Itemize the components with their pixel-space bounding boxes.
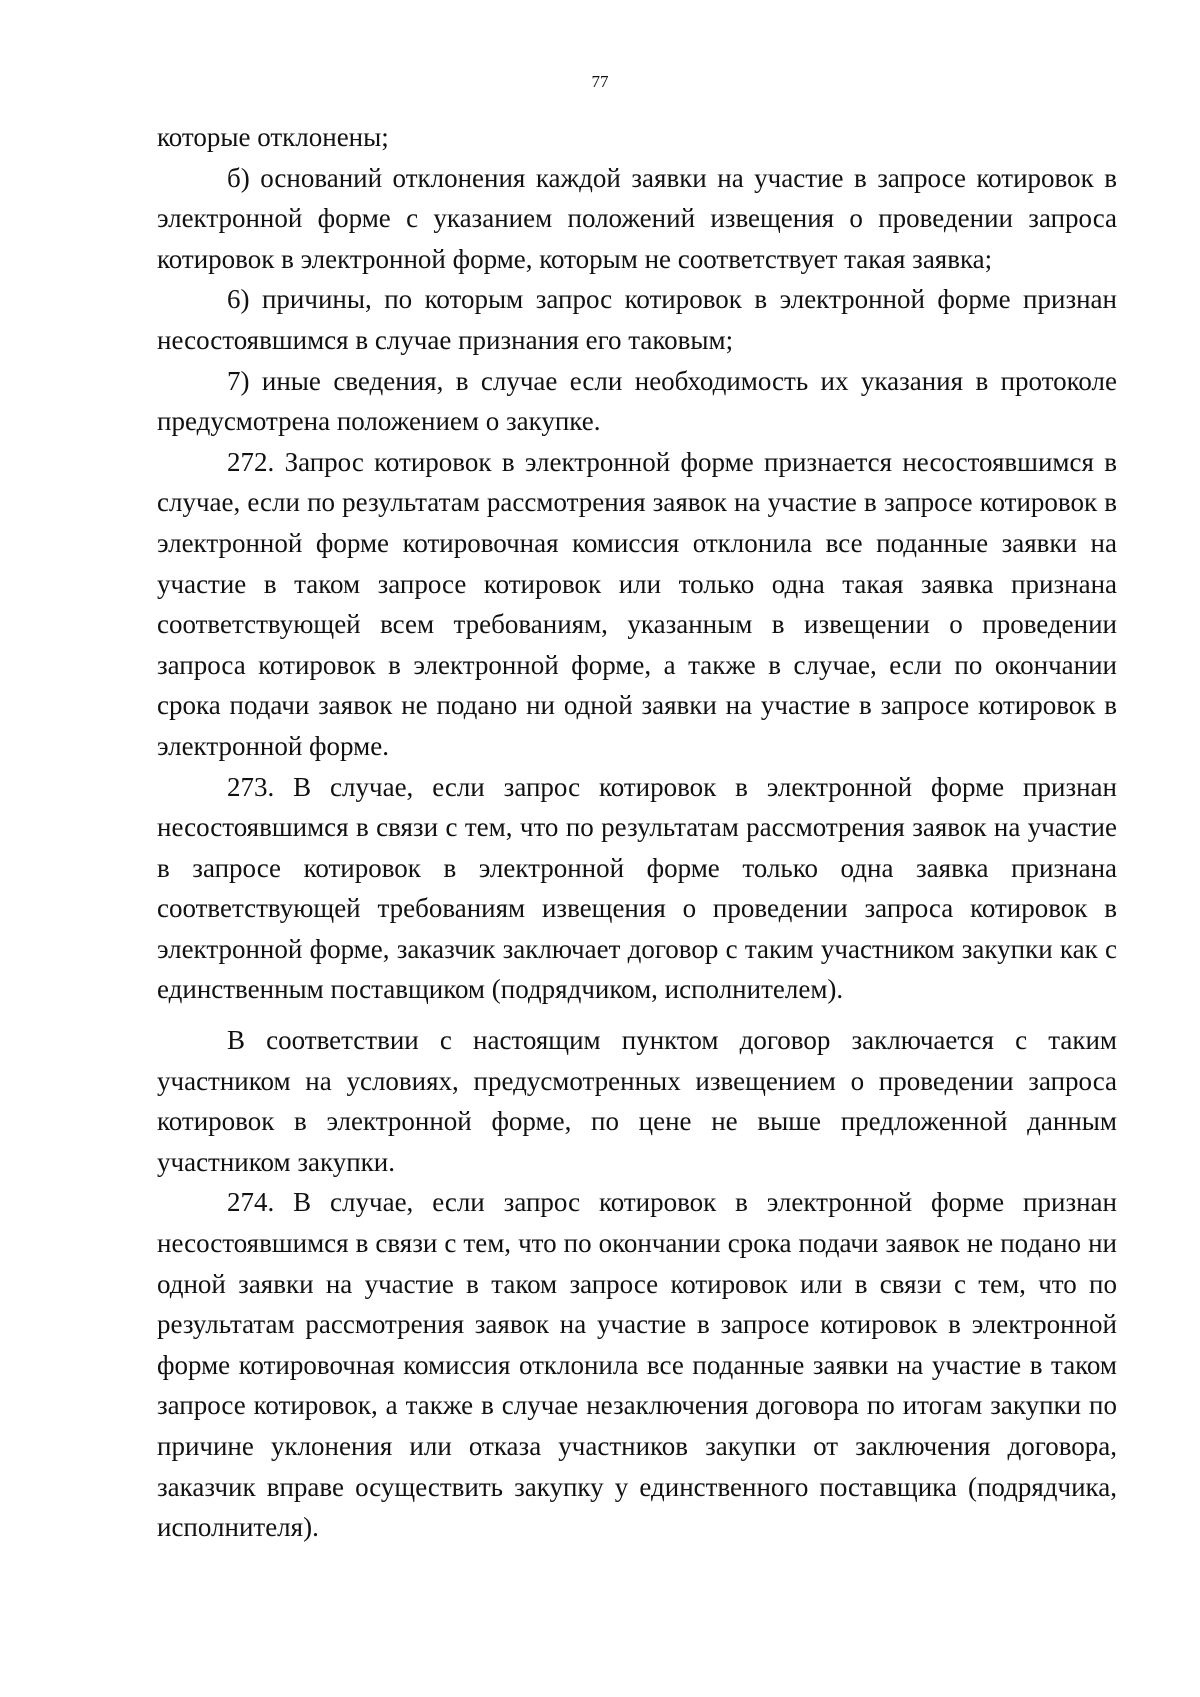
page-number: 77 (591, 72, 609, 91)
paragraph-item-7: 7) иные сведения, в случае если необходимость их указания в протоколе предусмотрена положением о закупке. (157, 365, 1117, 437)
paragraph-item-6: 6) причины, по которым запрос котировок в электронной форме признан несостоявшимся в случае признания его таковым; (157, 284, 1117, 355)
document-body (157, 117, 1117, 1548)
paragraph-274: 274. В случае, если запрос котировок в электронной форме признан несостоявшимся в связи с тем, что по окончании срока подачи заявок не подано ни одной заявки на участие в таком запросе котировок или в связи с тем, что по результатам рассмотрения заявок на участие в запросе котировок в электронной форме котировочная комиссия отклонила все поданные заявки на участие в таком запросе котировок, а также в случае незаключения договора по итогам закупки по причине уклонения или отказа участников закупки от заключения договора, заказчик вправе осуществить закупку у единственного поставщика (подрядчика, исполнителя). (157, 1187, 1117, 1543)
paragraph-continuation: которые отклонены; (157, 122, 389, 152)
paragraph-272: 272. Запрос котировок в электронной форме признается несостоявшимся в случае, если по результатам рассмотрения заявок на участие в запросе котировок в электронной форме котировочная комиссия отклонила все поданные заявки на участие в таком запросе котировок или только одна такая заявка признана соответствующей всем требованиям, указанным в извещении о проведении запроса котировок в электронной форме, а также в случае, если по окончании срока подачи заявок не подано ни одной заявки на участие в запросе котировок в электронной форме. (157, 446, 1117, 761)
paragraph-273: 273. В случае, если запрос котировок в электронной форме признан несостоявшимся в связи с тем, что по результатам рассмотрения заявок на участие в запросе котировок в электронной форме только одна заявка признана соответствующей требованиям извещения о проведении запроса котировок в электронной форме, заказчик заключает договор с таким участником закупки как с единственным поставщиком (подрядчиком, исполнителем). (157, 771, 1117, 1005)
paragraph-item-b: б) оснований отклонения каждой заявки на участие в запросе котировок в электронной форме с указанием положений извещения о проведении запроса котировок в электронной форме, которым не соответствует такая заявка; (157, 162, 1117, 274)
paragraph-273-note: В соответствии с настоящим пунктом договор заключается с таким участником на условиях, предусмотренных извещением о проведении запроса котировок в электронной форме, по цене не выше предложенной данным участником закупки. (157, 1025, 1117, 1177)
